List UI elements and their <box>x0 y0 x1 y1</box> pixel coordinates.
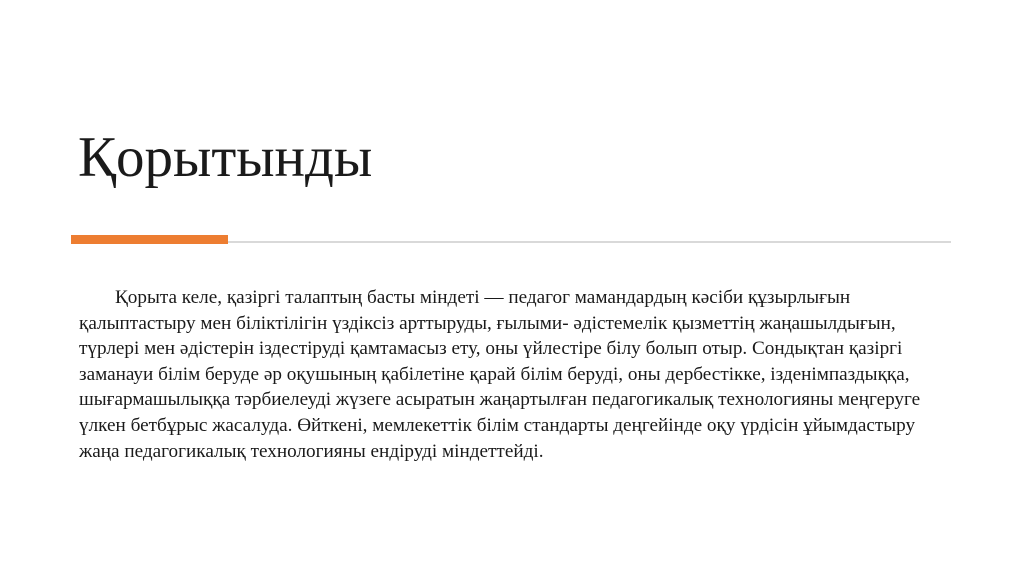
title-divider-accent <box>71 235 228 244</box>
slide-body-paragraph: Қорыта келе, қазіргі талаптың басты міндеті — педагог мамандардың кәсіби құзырлығын қалыптастыру мен біліктілігін үздіксіз арттыруды, ғылыми- әдістемелік қызметтің жаңашылдығын, түрлері мен әдістерін іздестіруді қамтамасыз ету, оны үйлестіре білу болып отыр. Сондықтан қазіргі заманауи білім беруде әр оқушының қабілетіне қарай білім беруді, оны дербестікке, ізденімпаздыққа, шығармашылыққа тәрбиелеуді жүзеге асыратын жаңартылған педагогикалық технологияны меңгеруге үлкен бетбұрыс жасалуда. Өйткені, мемлекеттік білім стандарты деңгейінде оқу үрдісін ұйымдастыру жаңа педагогикалық технологияны ендіруді міндеттейді. <box>79 287 921 462</box>
slide-title: Қорытынды <box>78 126 373 189</box>
